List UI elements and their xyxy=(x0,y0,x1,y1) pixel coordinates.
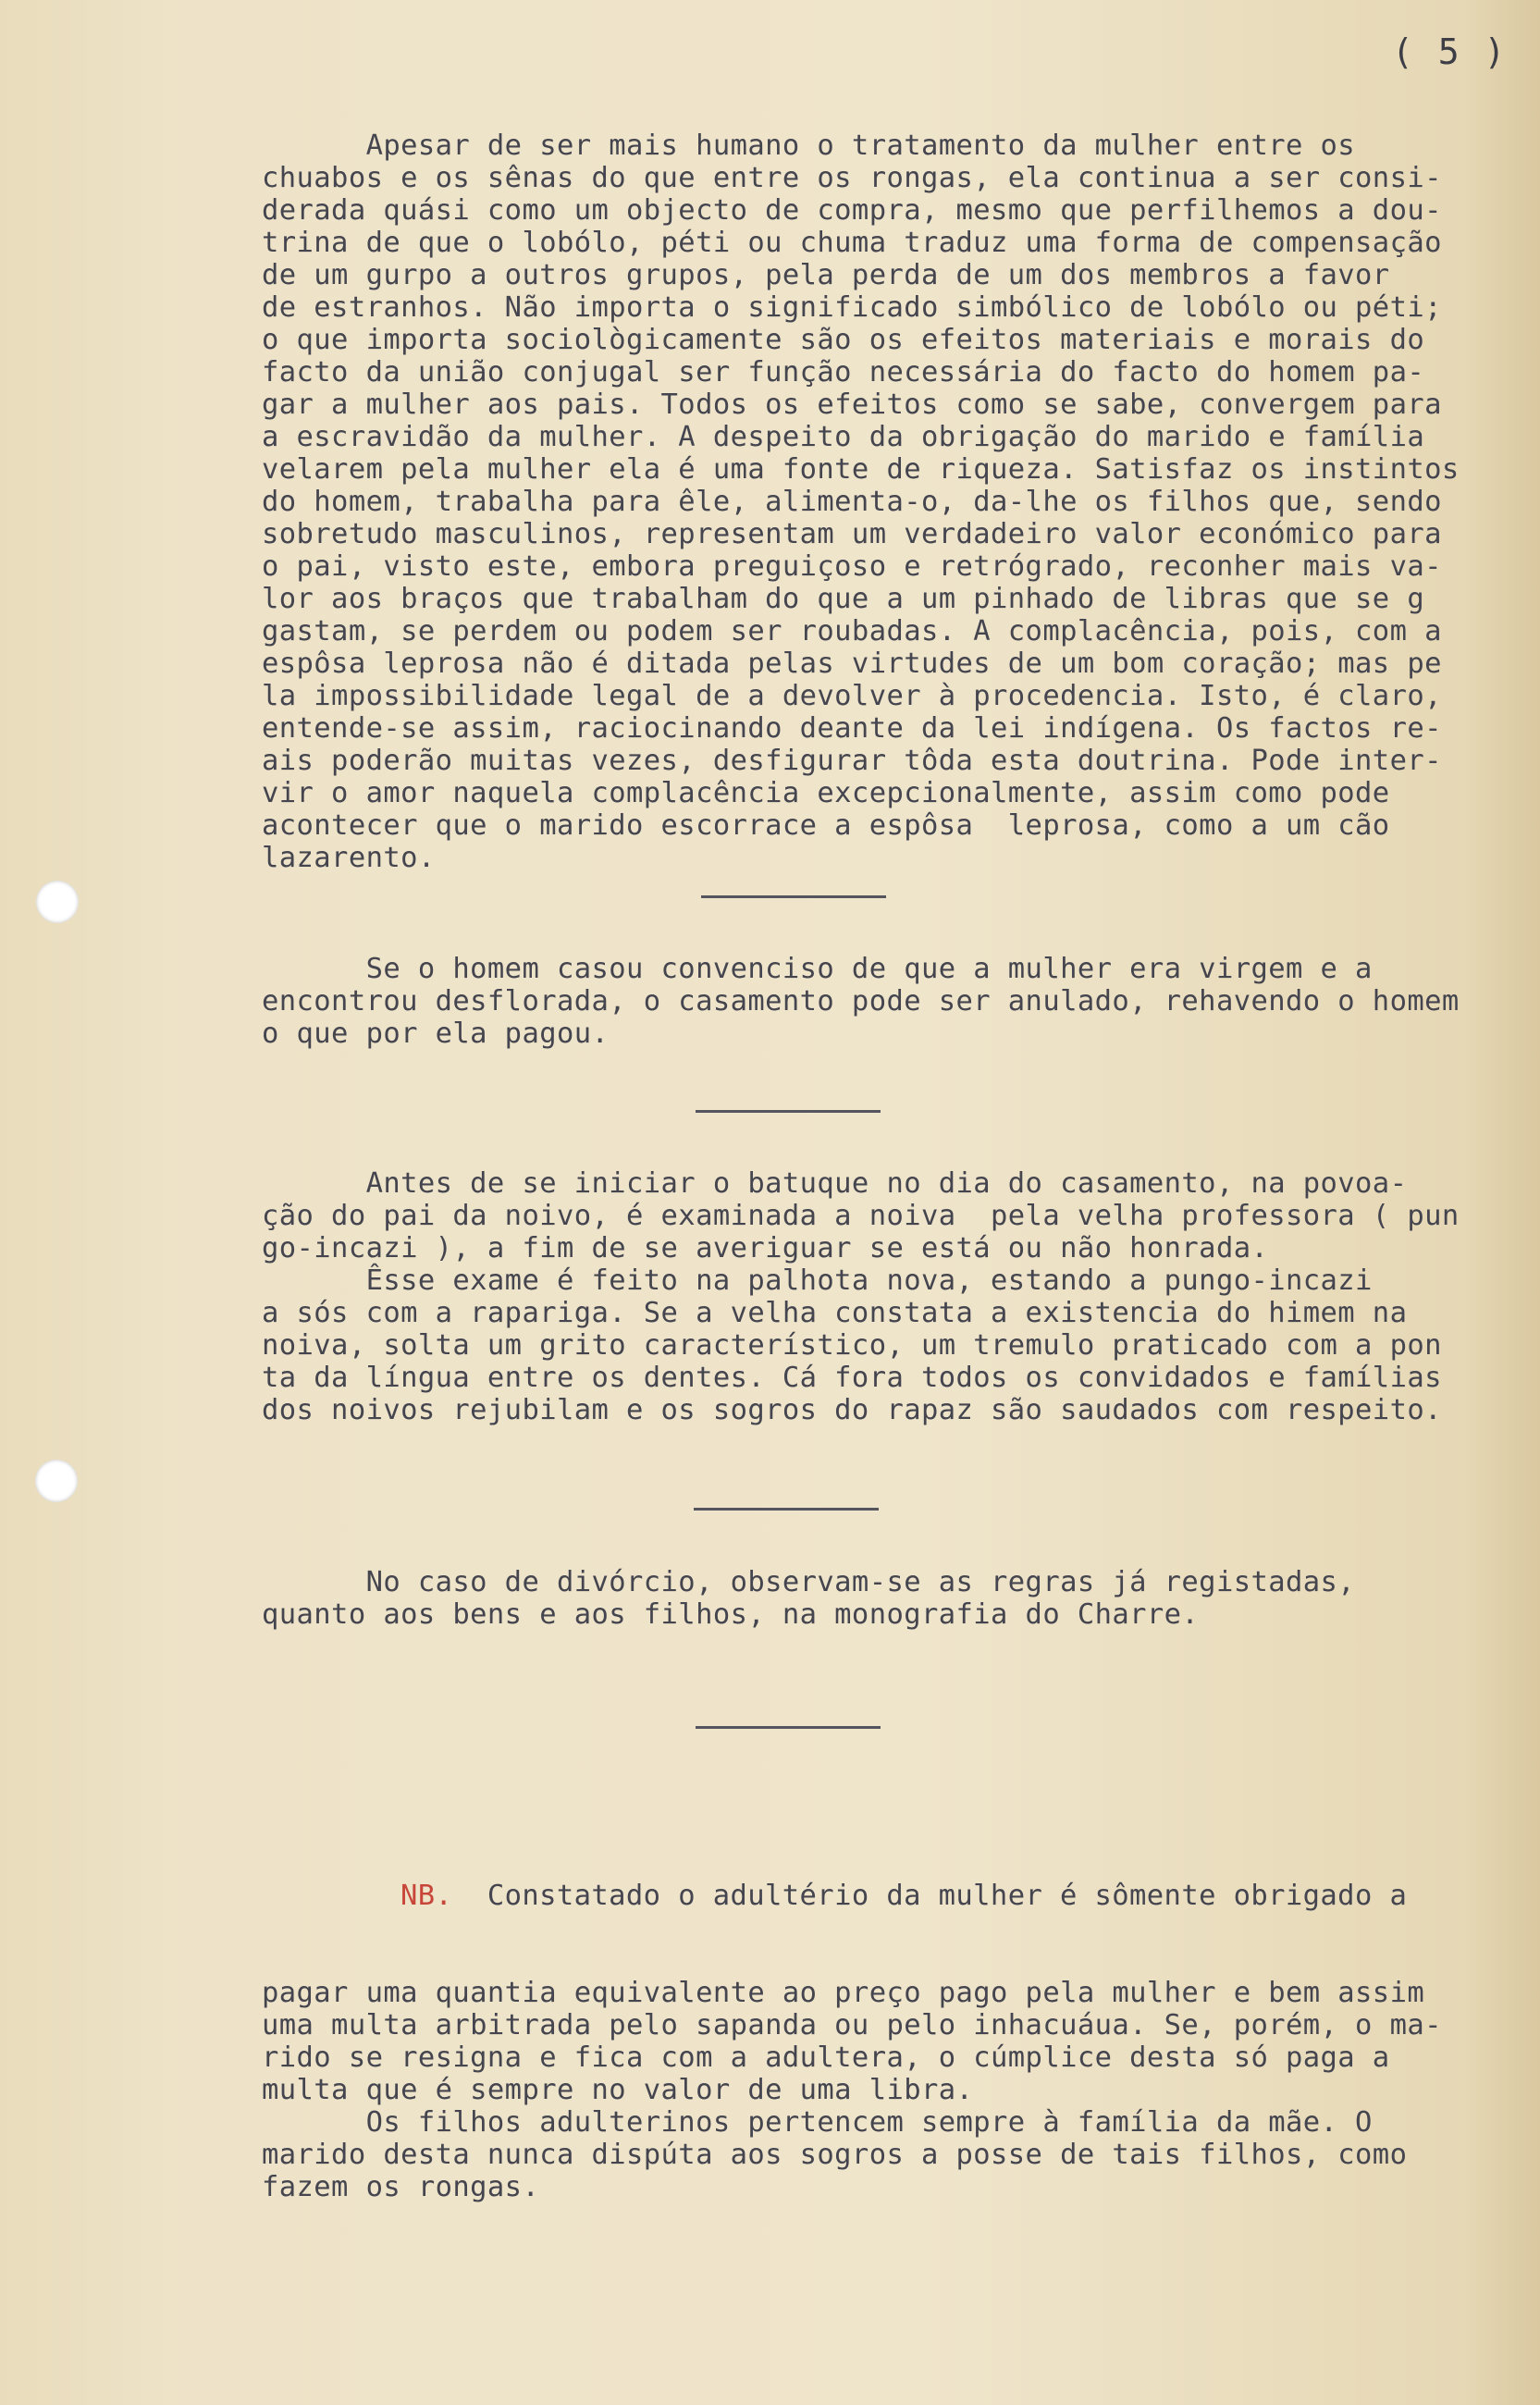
text-line: trina de que o lobólo, péti ou chuma traduz uma forma de compensação xyxy=(262,227,1442,259)
section-divider-2 xyxy=(696,1110,881,1113)
text-line: o pai, visto este, embora preguiçoso e retrógrado, reconher mais va- xyxy=(262,550,1442,583)
text-line: a escravidão da mulher. A despeito da obrigação do marido e família xyxy=(262,421,1425,453)
text-line: go-incazi ), a fim de se averiguar se está ou não honrada. xyxy=(262,1232,1269,1264)
text-line: derada quási como um objecto de compra, mesmo que perfilhemos a dou- xyxy=(262,194,1442,227)
text-line: Apesar de ser mais humano o tratamento da mulher entre os xyxy=(262,130,1356,162)
punch-hole-bottom xyxy=(35,1460,78,1502)
paragraph-divorce xyxy=(262,1566,1529,1631)
paragraph-bride-price xyxy=(262,130,1529,874)
text-line: uma multa arbitrada pelo sapanda ou pelo inhacuáua. Se, porém, o ma- xyxy=(262,2009,1442,2041)
nb-first-line xyxy=(262,1880,1529,1912)
text-line: multa que é sempre no valor de uma libra. xyxy=(262,2074,974,2106)
text-line: lazarento. xyxy=(262,842,436,874)
page-number: ( 5 ) xyxy=(1392,31,1508,72)
text-line: lor aos braços que trabalham do que a um pinhado de libras que se g xyxy=(262,583,1425,615)
text-line: velarem pela mulher ela é uma fonte de riqueza. Satisfaz os instintos xyxy=(262,453,1460,486)
section-divider-3 xyxy=(694,1508,879,1511)
nb-first-line-text: Constatado o adultério da mulher é sômente obrigado a xyxy=(452,1880,1408,1912)
text-line: do homem, trabalha para êle, alimenta-o, da-lhe os filhos que, sendo xyxy=(262,486,1442,518)
text-line: acontecer que o marido escorrace a espôsa leprosa, como a um cão xyxy=(262,809,1390,842)
text-line: gar a mulher aos pais. Todos os efeitos como se sabe, convergem para xyxy=(262,388,1442,421)
section-divider-1 xyxy=(701,895,886,898)
text-line: No caso de divórcio, observam-se as regras já registadas, xyxy=(262,1566,1356,1598)
text-line: espôsa leprosa não é ditada pelas virtudes de um bom coração; mas pe xyxy=(262,648,1442,680)
text-line: vir o amor naquela complacência excepcionalmente, assim como pode xyxy=(262,777,1390,809)
text-line: ção do pai da noivo, é examinada a noiva pela velha professora ( pun xyxy=(262,1200,1460,1232)
nb-label: NB. xyxy=(400,1880,453,1912)
text-line: la impossibilidade legal de a devolver à procedencia. Isto, é claro, xyxy=(262,680,1442,712)
text-line: de um gurpo a outros grupos, pela perda de um dos membros a favor xyxy=(262,259,1390,291)
text-line: quanto aos bens e aos filhos, na monografia do Charre. xyxy=(262,1598,1200,1631)
text-line: Antes de se iniciar o batuque no dia do casamento, na povoa- xyxy=(262,1167,1408,1200)
text-line: ta da língua entre os dentes. Cá fora todos os convidados e famílias xyxy=(262,1362,1442,1394)
text-line: de estranhos. Não importa o significado simbólico de lobólo ou péti; xyxy=(262,291,1442,324)
text-line: chuabos e os sênas do que entre os rongas, ela continua a ser consi- xyxy=(262,162,1442,194)
text-line: Se o homem casou convenciso de que a mulher era virgem e a xyxy=(262,953,1373,985)
text-line: rido se resigna e fica com a adultera, o cúmplice desta só paga a xyxy=(262,2041,1390,2074)
text-line: marido desta nunca dispúta aos sogros a posse de tais filhos, como xyxy=(262,2139,1408,2171)
text-line: entende-se assim, raciocinando deante da lei indígena. Os factos re- xyxy=(262,712,1442,745)
text-line: sobretudo masculinos, representam um verdadeiro valor económico para xyxy=(262,518,1442,550)
text-line: o que por ela pagou. xyxy=(262,1018,610,1050)
text-line: a sós com a rapariga. Se a velha constata a existencia do himem na xyxy=(262,1297,1408,1329)
text-line: facto da união conjugal ser função necessária do facto do homem pa- xyxy=(262,356,1425,388)
paragraph-annulment xyxy=(262,953,1529,1050)
paragraph-virginity-exam xyxy=(262,1167,1529,1426)
text-line: ais poderão muitas vezes, desfigurar tôda esta doutrina. Pode inter- xyxy=(262,745,1442,777)
text-line: Os filhos adulterinos pertencem sempre à família da mãe. O xyxy=(262,2106,1373,2139)
punch-hole-top xyxy=(36,881,79,923)
text-line: encontrou desflorada, o casamento pode ser anulado, rehavendo o homem xyxy=(262,985,1460,1018)
text-line: dos noivos rejubilam e os sogros do rapaz são saudados com respeito. xyxy=(262,1394,1442,1426)
text-line: Êsse exame é feito na palhota nova, estando a pungo-incazi xyxy=(262,1264,1373,1297)
text-line: o que importa sociològicamente são os efeitos materiais e morais do xyxy=(262,324,1425,356)
section-divider-4 xyxy=(696,1726,881,1729)
text-line: noiva, solta um grito característico, um tremulo praticado com a pon xyxy=(262,1329,1442,1362)
text-line: pagar uma quantia equivalente ao preço pago pela mulher e bem assim xyxy=(262,1977,1425,2009)
paragraph-adultery-note xyxy=(262,1815,1529,2203)
text-line: fazem os rongas. xyxy=(262,2171,540,2203)
text-line: gastam, se perdem ou podem ser roubadas. A complacência, pois, com a xyxy=(262,615,1442,648)
